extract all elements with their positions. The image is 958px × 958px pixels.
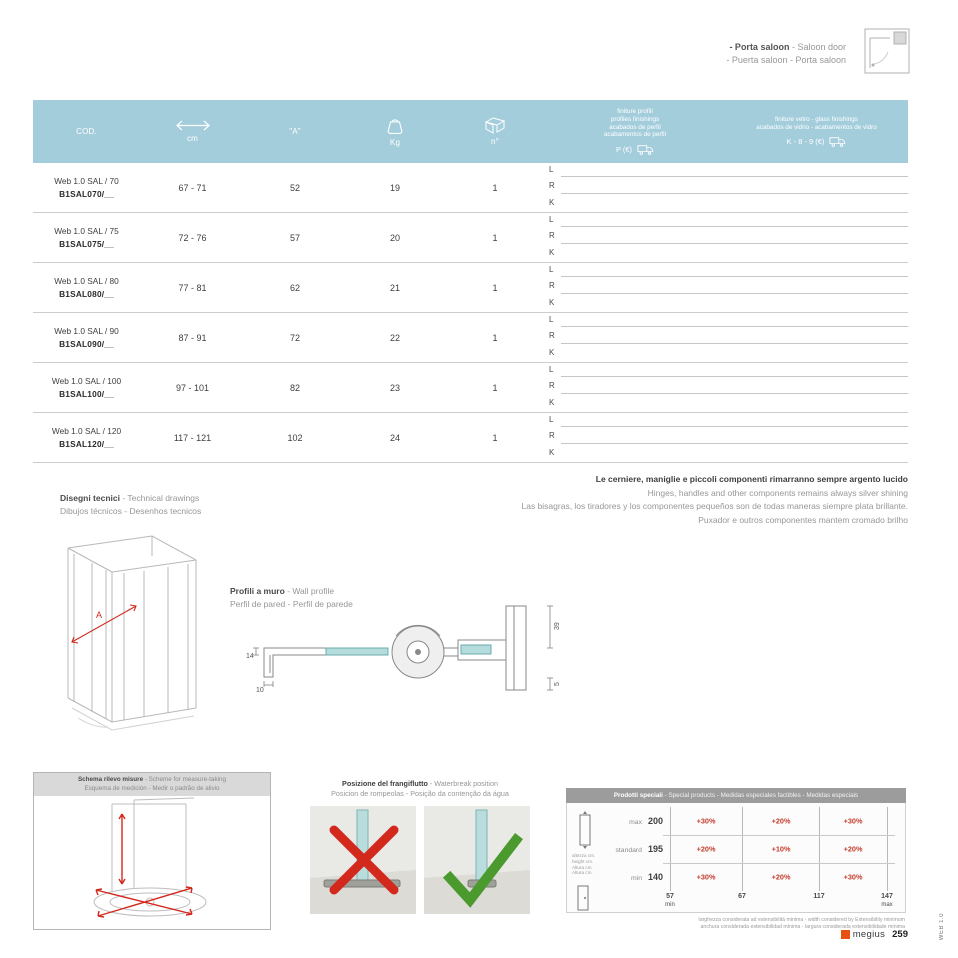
cod-label: COD. [76,127,97,136]
product-code: B1SAL100/__ [59,389,114,399]
col-header-glass [725,100,908,163]
x-tick: 117 [813,893,825,900]
wall-profile-bold: Profili a muro [230,586,285,596]
percent-cell: +20% [771,816,791,826]
finish-row-k [545,196,908,212]
dim-a-label: A [96,610,103,620]
product-name: Web 1.0 SAL / 120 [51,426,122,436]
cm-label: cm [186,134,199,143]
cell-n: 1 [492,332,498,343]
finish-line [561,226,908,227]
x-tick-sub: min [665,902,675,908]
cell-cod [33,163,140,212]
table-row [33,263,908,313]
cell-finishes [545,263,908,312]
waterbreak-line1 [305,779,535,789]
special-header-rest: - Special products - Medidas especiales factibles - Medidas especiais [662,792,859,799]
finish-letter: L [549,365,554,374]
col-header-cm [140,100,245,163]
truck-icon [829,136,846,147]
special-footnote-line2: anchura considerada extensibilidad mínima - largura considerada extensibilidade mínima [700,923,905,930]
product-code: B1SAL090/__ [59,339,114,349]
measure-scheme-box [33,772,271,930]
cell-cod [33,313,140,362]
cell-a: 57 [289,232,300,243]
header-line: acabamentos de perfil [604,131,666,139]
grid-vline [742,807,743,891]
cell-a: 62 [289,282,300,293]
table-body [33,163,908,463]
finish-row-k [545,396,908,412]
hinges-note-line: Las bisagras, los tiradores y los componentes pequeños son de todas maneras siempre plata brillante. [521,501,908,511]
special-body [566,803,906,913]
product-name: Web 1.0 SAL / 70 [54,176,119,186]
col-header-cod [33,100,140,163]
cell-finishes [545,363,908,412]
cell-kg: 19 [389,182,400,193]
finish-letter: L [549,215,554,224]
technical-drawings-title [60,492,201,518]
row-label: min [631,875,642,882]
header-line: acabados de perfil [609,123,661,131]
saloon-door-plan-icon [864,28,910,74]
finish-line [561,326,908,327]
finish-row-k [545,246,908,262]
spec-table [33,100,908,463]
finish-row-l [545,363,908,379]
technical-drawings-rest: - Technical drawings [120,493,200,503]
x-tick: 147 [881,893,893,900]
measure-scheme-line1 [36,776,268,785]
measure-scheme-rest: - Scheme for measure-taking [143,776,227,783]
cell-cod [33,363,140,412]
product-title [726,41,846,67]
dim-5-label: 5 [554,682,561,686]
finish-letter: R [549,181,555,191]
finish-row-k [545,296,908,312]
grid-vline [670,807,671,891]
special-row-label [569,844,663,854]
finish-letter: R [549,281,555,291]
finish-row-r [545,229,908,245]
n-label: n° [490,137,500,146]
cell-cm: 72 - 76 [178,232,207,243]
finish-letter: L [549,315,554,324]
product-name: Web 1.0 SAL / 100 [51,376,122,386]
cell-cod [33,413,140,462]
special-header-bold: Prodotti speciali [613,792,663,799]
cell-a: 52 [289,182,300,193]
hinges-note-line: Le cerniere, maniglie e piccoli componenti rimarranno sempre argento lucido [595,474,908,484]
cell-finishes [545,313,908,362]
cell-a: 72 [289,332,300,343]
finish-line [561,376,908,377]
finish-row-l [545,263,908,279]
finish-line [561,443,908,444]
finish-line [561,393,908,394]
x-tick-sub: max [881,902,893,908]
grid-hline [663,835,895,836]
glass-price-label: K - 8 - 9 (€) [786,137,825,147]
finish-row-r [545,279,908,295]
hinges-note-line: Puxador e outros componentes mantem cromado brilho [698,514,908,525]
measure-scheme-subtitle: Esquema de medición - Medir o padrão de alivio [84,784,220,792]
finish-letter: L [549,265,554,274]
glass-price-row [787,136,847,147]
finish-line [561,176,908,177]
glass-finish-lines [756,116,876,132]
special-products-table [566,788,906,913]
cell-a: 82 [289,382,300,393]
product-name: Web 1.0 SAL / 75 [54,226,119,236]
cell-cm: 77 - 81 [178,282,207,293]
cell-kg: 20 [389,232,400,243]
finish-letter: K [549,247,555,257]
product-name: Web 1.0 SAL / 80 [54,276,119,286]
col-header-n [445,100,545,163]
col-header-a [245,100,345,163]
x-tick: 57 [666,893,674,900]
product-code: B1SAL070/__ [59,189,114,199]
side-note-line: height cm. [572,858,594,864]
title-english: - Saloon door [789,42,846,52]
finish-letter: K [549,197,555,207]
grid-vline [887,807,888,891]
table-row [33,413,908,463]
product-title-line1 [726,41,846,54]
percent-cell: +30% [843,872,863,882]
technical-drawings-line1 [60,492,201,505]
wall-profile-drawing [228,600,568,700]
title-italian: - Porta saloon [729,42,790,52]
header-line: finiture vetro - glass finishings [775,115,858,123]
finish-row-l [545,413,908,429]
finish-row-r [545,329,908,345]
edge-label: WEB 1.0 [939,912,945,940]
col-header-kg [345,100,445,163]
table-row [33,363,908,413]
waterbreak-title [305,779,535,799]
finish-letter: K [549,397,555,407]
finish-line [561,276,908,277]
finish-letter: K [549,347,555,357]
measure-scheme-bold: Schema rilevo misure [77,776,144,783]
profiles-price-row [616,144,654,155]
finish-letter: R [549,431,555,441]
cell-n: 1 [492,282,498,293]
finish-letter: L [549,165,554,174]
cell-n: 1 [492,182,498,193]
hinges-note-line: Hinges, handles and other components remains always silver shining [647,487,908,498]
waterbreak-correct-image [424,806,530,914]
dim-10-label: 10 [256,687,264,694]
table-row [33,213,908,263]
package-icon [485,117,505,134]
dim-39-label: 39 [554,622,561,630]
percent-cell: +20% [696,844,716,854]
waterbreak-wrong-image [310,806,416,914]
cell-kg: 23 [389,382,400,393]
cell-finishes [545,163,908,212]
side-note-line: altezza cm. [572,853,596,858]
finish-row-l [545,163,908,179]
special-row-label [569,872,663,882]
finish-row-k [545,446,908,462]
cell-cod [33,263,140,312]
percent-cell: +20% [771,872,791,882]
finish-letter: R [549,231,555,241]
table-row [33,163,908,213]
x-tick: 67 [738,893,746,900]
hinges-note [522,473,909,527]
finish-line [561,243,908,244]
percent-cell: +30% [696,872,716,882]
kg-label: Kg [389,138,401,147]
header-line: acabados de vidrio - acabamentos de vidro [756,123,877,131]
cell-a: 102 [287,432,303,443]
cell-kg: 21 [389,282,400,293]
finish-row-k [545,346,908,362]
product-title-line2: - Puerta saloon - Porta saloon [726,55,846,65]
footer-brand [841,929,908,940]
finish-line [561,293,908,294]
cell-kg: 22 [389,332,400,343]
row-value: 195 [647,844,663,854]
product-code: B1SAL075/__ [59,239,114,249]
product-code: B1SAL120/__ [59,439,114,449]
technical-drawings-subtitle: Dibujos técnicos - Desenhos tecnicos [60,506,202,516]
finish-letter: K [549,297,555,307]
finish-letter: R [549,331,555,341]
header-line: profiles finishings [610,115,660,123]
row-value: 200 [647,816,663,826]
special-footnote-line1: larghezza considerata ad estensibilità minima - width considered by Extensibility minimum [698,917,905,923]
col-header-profiles [545,100,725,163]
technical-drawing [48,522,208,744]
special-products-header [566,788,906,803]
cell-cm: 87 - 91 [178,332,207,343]
finish-row-r [545,179,908,195]
wall-profile-subtitle: Perfil de pared - Perfil de parede [230,599,353,609]
technical-drawings-bold: Disegni tecnici [60,493,120,503]
width-arrows-icon [176,120,210,131]
grid-vline [819,807,820,891]
cell-cod [33,213,140,262]
cell-n: 1 [492,432,498,443]
row-label: standard [615,847,642,854]
finish-row-l [545,213,908,229]
percent-cell: +30% [696,816,716,826]
cell-cm: 97 - 101 [175,382,210,393]
cell-cm: 117 - 121 [173,432,212,443]
cell-kg: 24 [389,432,400,443]
finish-row-r [545,429,908,445]
grid-hline [663,863,895,864]
waterbreak-subtitle: Posicion de rompeolas - Posição da contenção da água [331,789,509,798]
page-number: 259 [892,929,908,940]
a-label: "A" [289,127,301,136]
truck-icon [637,144,654,155]
door-width-icon [577,885,589,911]
finish-letter: L [549,415,554,424]
wall-profile-line1 [230,585,353,598]
finish-line [561,426,908,427]
side-note-line: Altura cm. [572,864,593,870]
finish-line [561,193,908,194]
row-value: 140 [647,872,663,882]
percent-cell: +30% [843,816,863,826]
cell-cm: 67 - 71 [178,182,207,193]
waterbreak-bold: Posizione del frangiflutto [342,779,428,788]
megius-logo [841,930,850,939]
weight-icon [385,116,405,135]
waterbreak-rest: - Waterbreak position [427,779,498,788]
product-code: B1SAL080/__ [59,289,114,299]
brand-name: megius [852,929,886,940]
finish-letter: K [549,447,555,457]
finish-line [561,343,908,344]
cell-n: 1 [492,232,498,243]
profiles-price-label: P (€) [615,145,633,155]
profiles-finish-lines [604,108,666,139]
side-note-line: Altura cm. [572,870,593,876]
row-label: max [629,819,642,826]
finish-row-r [545,379,908,395]
percent-cell: +10% [771,844,791,854]
header-line: finiture profili [617,107,653,115]
measure-scheme-header [34,773,270,796]
table-header [33,100,908,163]
wall-profile-rest: - Wall profile [284,586,335,596]
dim-14-label: 14 [246,653,254,660]
table-row [33,313,908,363]
measure-scheme-drawing [34,796,270,928]
finish-row-l [545,313,908,329]
cell-n: 1 [492,382,498,393]
product-name: Web 1.0 SAL / 90 [54,326,119,336]
cell-finishes [545,413,908,462]
finish-letter: R [549,381,555,391]
cell-finishes [545,213,908,262]
percent-cell: +20% [843,844,863,854]
special-row-label [569,816,663,826]
